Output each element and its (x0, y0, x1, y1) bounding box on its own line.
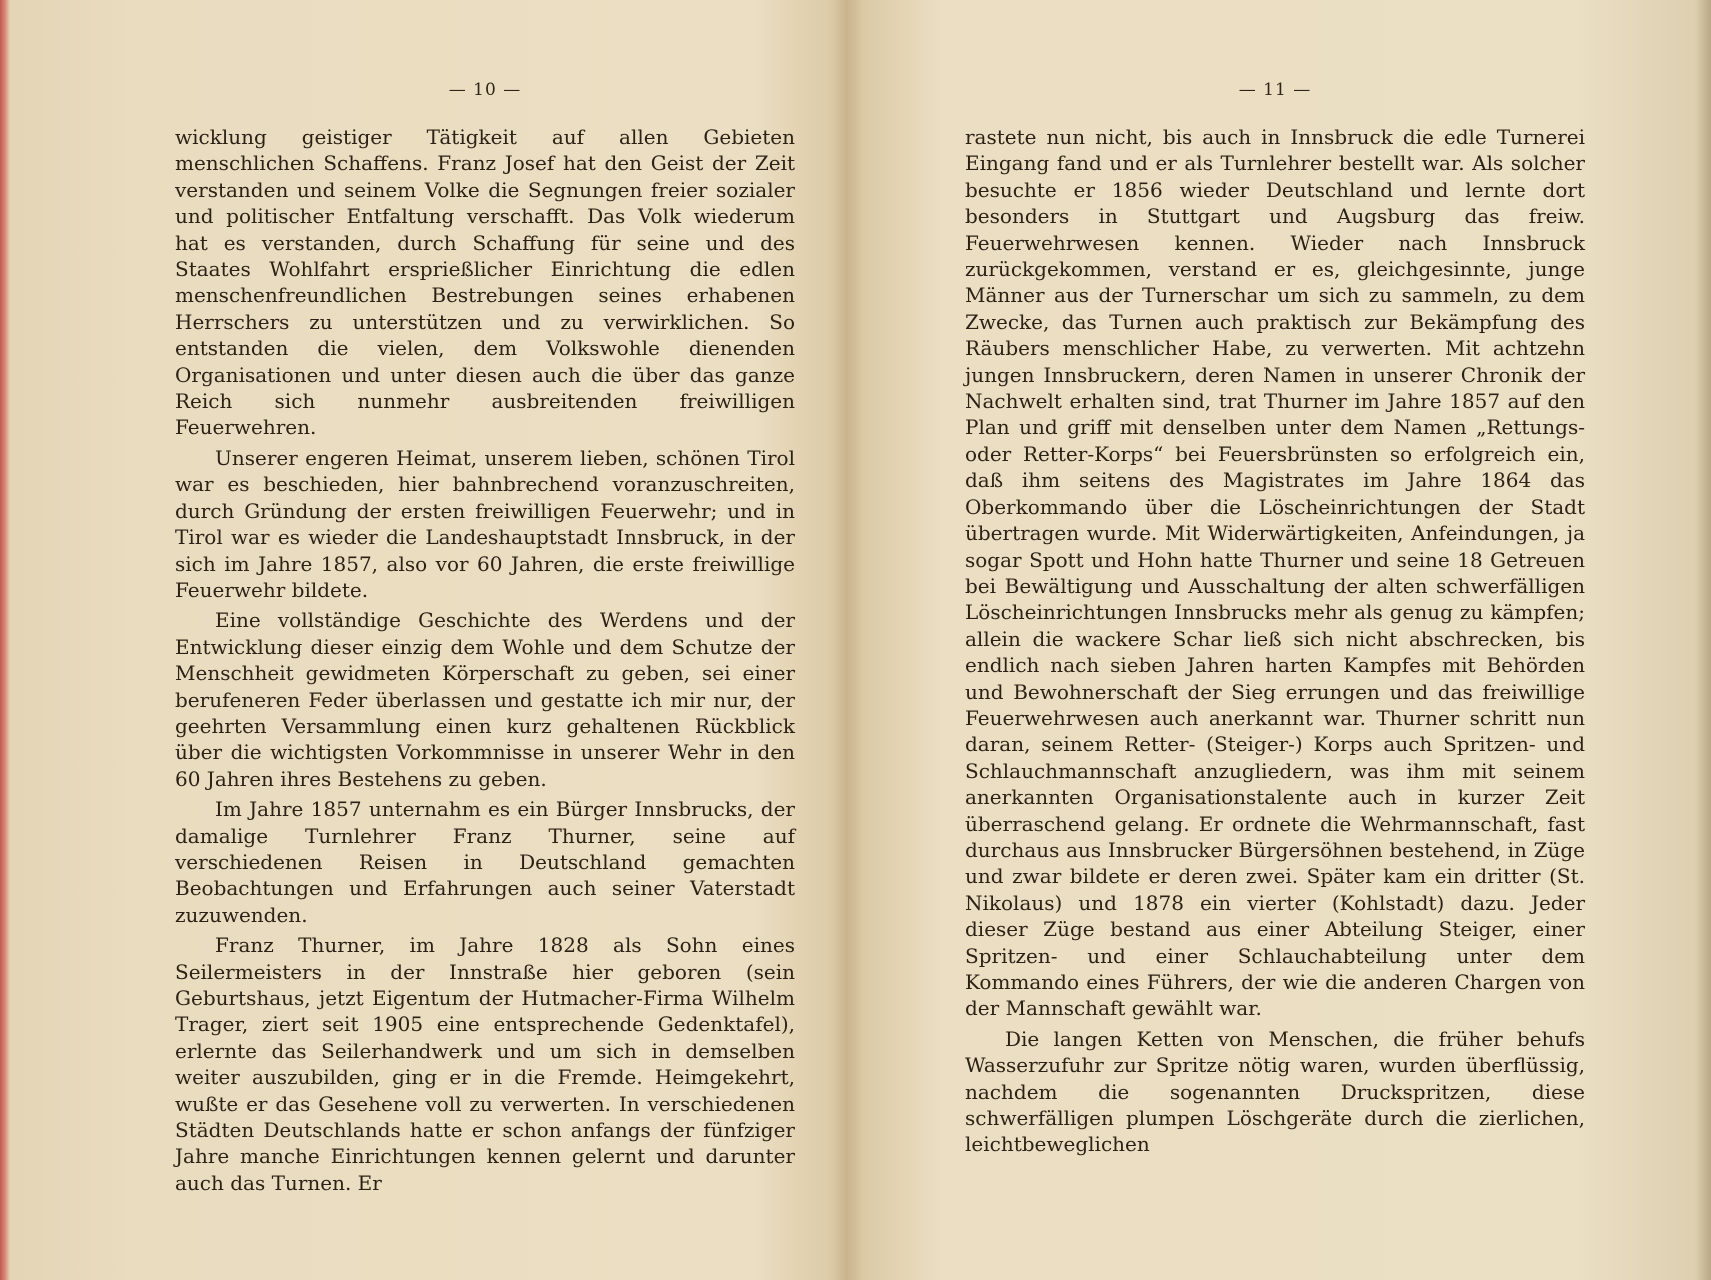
paragraph: Im Jahre 1857 unternahm es ein Bürger Innsbrucks, der damalige Turnlehrer Franz Thurner, seine auf verschiedenen Reisen in Deutschland gemachten Beobachtungen und Erfahrungen auch seiner Vaterstadt zuzuwenden. (175, 797, 795, 927)
page-text (965, 124, 1585, 1158)
paragraph: Eine vollständige Geschichte des Werdens und der Entwicklung dieser einzig dem Wohle und dem Schutze der Menschheit gewidmeten Körperschaft zu geben, sei einer berufeneren Feder überlassen und gestatte ich mir nur, der geehrten Versammlung einen kurz gehaltenen Rückblick über die wichtigsten Vorkommnisse in unserer Wehr in den 60 Jahren ihres Bestehens zu geben. (175, 608, 795, 791)
paragraph: Unserer engeren Heimat, unserem lieben, schönen Tirol war es beschieden, hier bahnbrechend voranzuschreiten, durch Gründung der ersten freiwilligen Feuerwehr; und in Tirol war es wieder die Landeshauptstadt Innsbruck, in der sich im Jahre 1857, also vor 60 Jahren, die erste freiwillige Feuerwehr bildete. (175, 445, 795, 602)
paragraph: rastete nun nicht, bis auch in Innsbruck die edle Turnerei Eingang fand und er als Turnlehrer bestellt war. Als solcher besuchte er 1856 wieder Deutschland und lernte dort besonders in Stuttgart und Augsburg das freiw. Feuerwehrwesen kennen. Wieder nach Innsbruck zurückgekommen, verstand er es, gleichgesinnte, junge Männer aus der Turnerschar um sich zu sammeln, zu dem Zwecke, das Turnen auch praktisch zur Bekämpfung des Räubers menschlicher Habe, zu verwerten. Mit achtzehn jungen Innsbruckern, deren Namen in unserer Chronik der Nachwelt erhalten sind, trat Thurner im Jahre 1857 auf den Plan und griff mit denselben unter dem Namen „Rettungs- oder Retter-Korps“ bei Feuersbrünsten so erfolgreich ein, daß ihm seitens des Magistrates im Jahre 1864 das Oberkommando über die Löscheinrichtungen der Stadt übertragen wurde. Mit Widerwärtigkeiten, Anfeindungen, ja sogar Spott und Hohn hatte Thurner und seine 18 Getreuen bei Bewältigung und Ausschaltung der alten schwerfälligen Löscheinrichtungen Innsbrucks mehr als genug zu kämpfen; allein die wackere Schar ließ sich nicht abschrecken, bis endlich nach sieben Jahren harten Kampfes mit Behörden und Bewohnerschaft der Sieg errungen und das freiwillige Feuerwehrwesen auch anerkannt war. Thurner schritt nun daran, seinem Retter- (Steiger-) Korps auch Spritzen- und Schlauchmannschaft anzugliedern, was ihm mit seinem anerkannten Organisationstalente auch in kurzer Zeit überraschend gelang. Er ordnete die Wehrmannschaft, fast durchaus aus Innsbrucker Bürgersöhnen bestehend, in Züge und zwar bildete er deren zwei. Später kam ein dritter (St. Nikolaus) und 1878 ein vierter (Kohlstadt) dazu. Jeder dieser Züge bestand aus einer Abteilung Steiger, einer Spritzen- und einer Schlauchabteilung unter dem Kommando eines Führers, der wie die anderen Chargen von der Mannschaft gewählt war. (965, 125, 1585, 1021)
page-number: — 10 — (448, 80, 522, 100)
right-page (965, 0, 1585, 1280)
paragraph: wicklung geistiger Tätigkeit auf allen Gebieten menschlichen Schaffens. Franz Josef hat den Geist der Zeit verstanden und seinem Volke die Segnungen freier sozialer und politischer Entfaltung verschafft. Das Volk wiederum hat es verstanden, durch Schaffung für seine und des Staates Wohlfahrt ersprießlicher Einrichtung die edlen menschenfreundlichen Bestrebungen seines erhabenen Herrschers zu unterstützen und zu verwirklichen. So entstanden die vielen, dem Volkswohle dienenden Organisationen und unter diesen auch die über das ganze Reich sich nunmehr ausbreitenden freiwilligen Feuerwehren. (175, 125, 795, 440)
page-text (175, 124, 795, 1196)
book-cover-edge (0, 0, 10, 1280)
paragraph: Die langen Ketten von Menschen, die früher behufs Wasserzufuhr zur Spritze nötig waren, wurden überflüssig, nachdem die sogenannten Druckspritzen, diese schwerfälligen plumpen Löschgeräte durch die zierlichen, leichtbeweglichen (965, 1026, 1585, 1157)
page-edge (1695, 0, 1711, 1280)
paragraph: Franz Thurner, im Jahre 1828 als Sohn eines Seilermeisters in der Innstraße hier geboren (sein Geburtshaus, jetzt Eigentum der Hutmacher-Firma Wilhelm Trager, ziert seit 1905 eine entsprechende Gedenktafel), erlernte das Seilerhandwerk und um sich in demselben weiter auszubilden, ging er in die Fremde. Heimgekehrt, wußte er das Gesehene voll zu verwerten. In verschiedenen Städten Deutschlands hatte er schon anfangs der fünfziger Jahre manche Einrichtungen kennen gelernt und darunter auch das Turnen. Er (175, 933, 795, 1195)
page-number: — 11 — (1238, 80, 1312, 100)
left-page (175, 0, 795, 1280)
